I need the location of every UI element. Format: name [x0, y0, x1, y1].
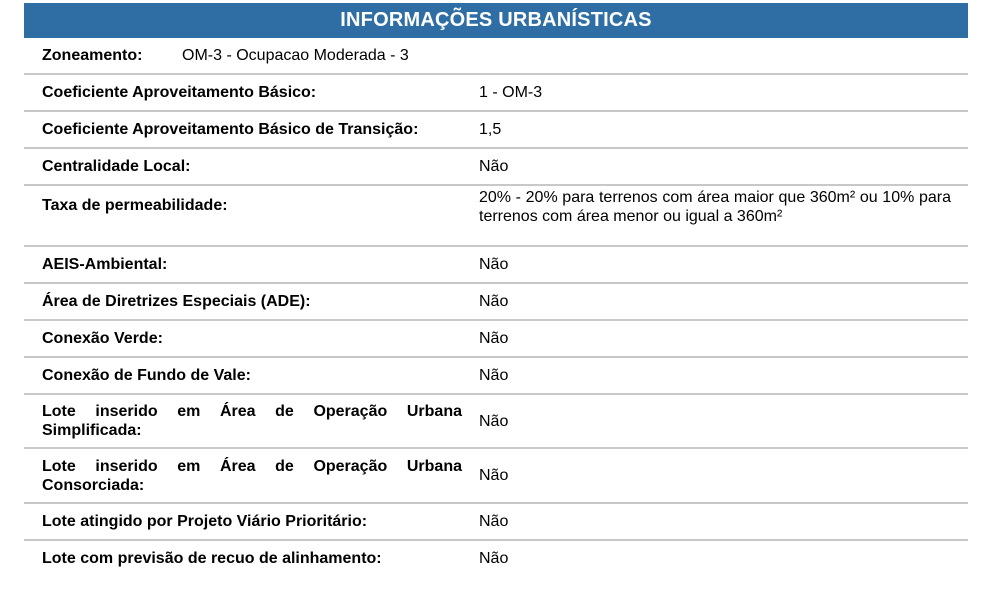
info-row-operacao-simplificada	[24, 395, 968, 449]
row-label: Centralidade Local:	[42, 158, 191, 175]
row-label: Coeficiente Aproveitamento Básico:	[42, 84, 317, 101]
row-value: Não	[479, 412, 509, 430]
row-value: Não	[479, 293, 509, 310]
row-value: Não	[479, 367, 509, 384]
info-row-conexao-fundo-vale	[24, 358, 968, 395]
row-label: Conexão Verde:	[42, 330, 163, 347]
row-label: Lote inserido em Área de Operação Urbana Simplificada:	[42, 403, 462, 439]
row-label: Coeficiente Aproveitamento Básico de Transição:	[42, 121, 419, 138]
info-row-aeis-ambiental	[24, 247, 968, 284]
info-row-coeficiente-basico	[24, 75, 968, 112]
row-label: Zoneamento:	[42, 47, 143, 64]
row-label: Taxa de permeabilidade:	[42, 197, 228, 214]
row-value: Não	[479, 467, 509, 484]
info-row-projeto-viario	[24, 504, 968, 541]
info-row-coeficiente-transicao	[24, 112, 968, 149]
row-label: Lote atingido por Projeto Viário Prioritário:	[42, 513, 368, 530]
info-row-operacao-consorciada	[24, 449, 968, 504]
row-value: 1,5	[479, 121, 502, 138]
info-row-centralidade-local	[24, 149, 968, 186]
row-value: Não	[479, 158, 509, 175]
row-label: Conexão de Fundo de Vale:	[42, 367, 251, 384]
row-label: Lote com previsão de recuo de alinhamento:	[42, 550, 382, 567]
info-row-taxa-permeabilidade	[24, 186, 968, 247]
row-value: Não	[479, 330, 509, 347]
row-value: 20% - 20% para terrenos com área maior que 360m² ou 10% para terrenos com área menor ou igual a 360m²	[479, 189, 951, 225]
row-value: 1 - OM-3	[479, 84, 543, 101]
info-row-recuo-alinhamento	[24, 541, 968, 576]
row-value: Não	[479, 550, 509, 567]
row-value: Não	[479, 256, 509, 273]
row-value: OM-3 - Ocupacao Moderada - 3	[182, 47, 409, 64]
info-row-conexao-verde	[24, 321, 968, 358]
urban-info-document	[24, 3, 968, 576]
row-label: Lote inserido em Área de Operação Urbana Consorciada:	[42, 457, 462, 494]
section-title: INFORMAÇÕES URBANÍSTICAS	[24, 3, 968, 38]
row-label: Área de Diretrizes Especiais (ADE):	[42, 293, 311, 310]
info-row-zoneamento	[24, 38, 968, 75]
row-value: Não	[479, 513, 509, 530]
info-row-ade	[24, 284, 968, 321]
row-label: AEIS-Ambiental:	[42, 256, 168, 273]
